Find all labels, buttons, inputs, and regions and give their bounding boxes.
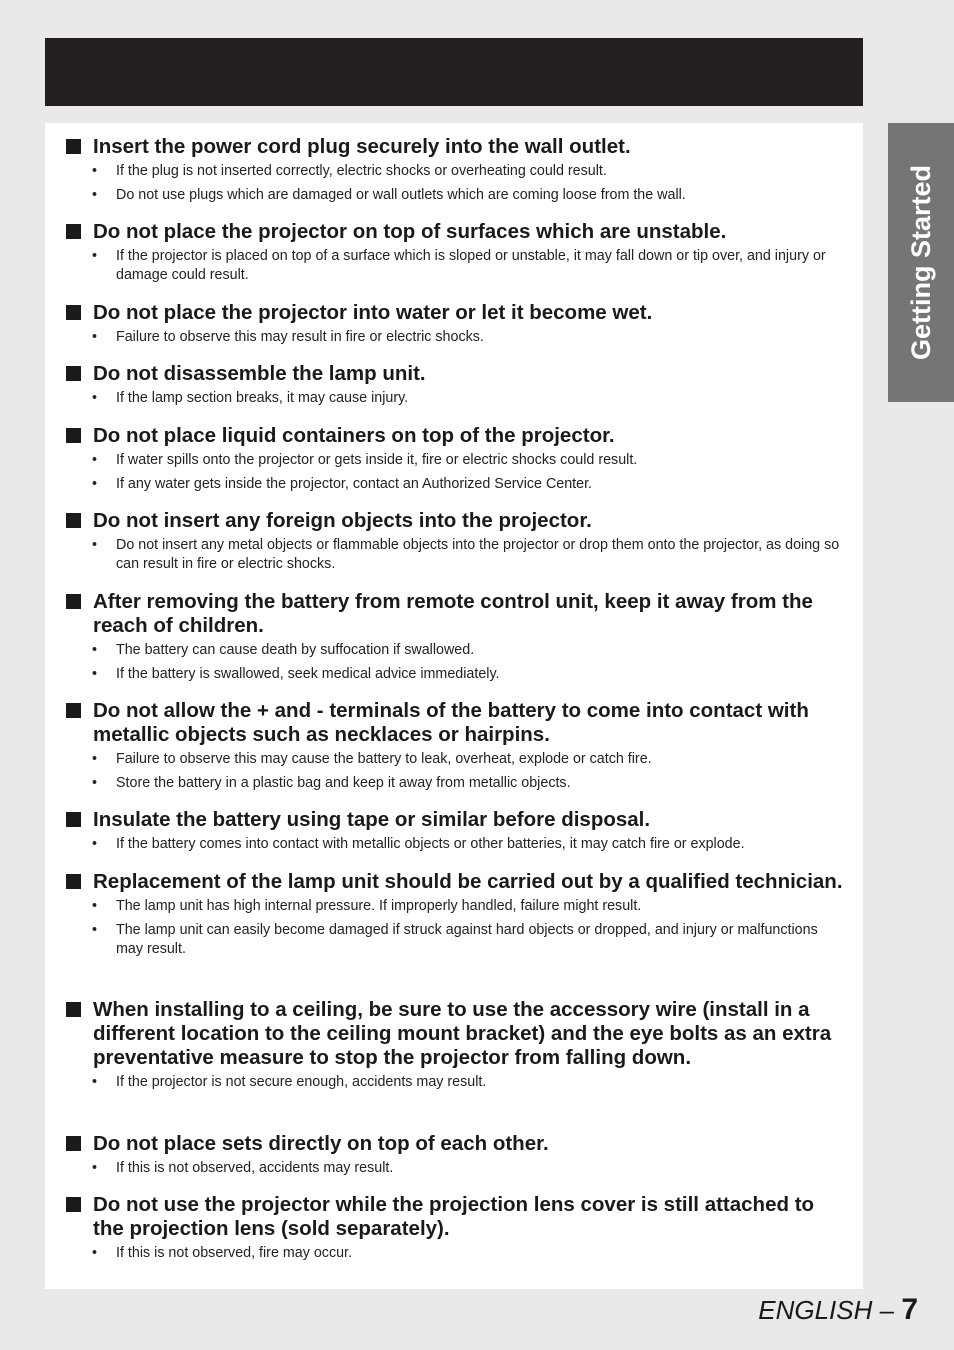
safety-heading: Do not place the projector into water or let it become wet.	[64, 301, 844, 325]
square-bullet-icon	[66, 812, 81, 827]
safety-heading: Do not place sets directly on top of each other.	[64, 1132, 844, 1156]
footer-separator: –	[872, 1295, 902, 1325]
bullet-item: • If the plug is not inserted correctly, electric shocks or overheating could result.	[92, 163, 607, 179]
safety-heading: Do not allow the + and - terminals of the battery to come into contact with metallic objects such as necklaces or hairpins.	[64, 699, 844, 747]
safety-heading: Do not place the projector on top of surfaces which are unstable.	[64, 220, 844, 244]
square-bullet-icon	[66, 428, 81, 443]
safety-heading: When installing to a ceiling, be sure to use the accessory wire (install in a different location to the ceiling mount bracket) and the eye bolts as an extra preventative measure to stop the projector from falling down.	[64, 998, 844, 1070]
bullet-item: • Do not insert any metal objects or flammable objects into the projector or drop them onto the projector, as doing so can result in fire or electric shocks.	[92, 537, 840, 572]
square-bullet-icon	[66, 513, 81, 528]
safety-item	[64, 808, 844, 859]
safety-heading: Do not place liquid containers on top of the projector.	[64, 424, 844, 448]
safety-item	[64, 1193, 844, 1268]
square-bullet-icon	[66, 139, 81, 154]
safety-heading: After removing the battery from remote control unit, keep it away from the reach of children.	[64, 590, 844, 638]
safety-item	[64, 699, 844, 797]
safety-item	[64, 220, 844, 290]
safety-heading: Do not insert any foreign objects into the projector.	[64, 509, 844, 533]
bullet-item: • If this is not observed, accidents may result.	[92, 1160, 394, 1176]
header-bar	[45, 38, 863, 106]
square-bullet-icon	[66, 594, 81, 609]
bullet-item: • If the lamp section breaks, it may cause injury.	[92, 390, 409, 406]
safety-item	[64, 509, 844, 579]
square-bullet-icon	[66, 874, 81, 889]
safety-item	[64, 870, 844, 963]
bullet-item: • If the projector is placed on top of a surface which is sloped or unstable, it may fall down or tip over, and injury or damage could result.	[92, 248, 826, 283]
bullet-item: • If water spills onto the projector or gets inside it, fire or electric shocks could result.	[92, 452, 638, 468]
safety-item	[64, 135, 844, 209]
square-bullet-icon	[66, 305, 81, 320]
page-number: 7	[901, 1293, 918, 1326]
safety-item	[64, 1132, 844, 1183]
safety-item	[64, 362, 844, 413]
square-bullet-icon	[66, 1136, 81, 1151]
safety-heading: Replacement of the lamp unit should be carried out by a qualified technician.	[64, 870, 844, 894]
square-bullet-icon	[66, 1197, 81, 1212]
side-tab-label: Getting Started	[905, 164, 936, 361]
bullet-item: • Do not use plugs which are damaged or wall outlets which are coming loose from the wall.	[92, 186, 686, 203]
bullet-item: • If the projector is not secure enough, accidents may result.	[92, 1074, 487, 1090]
bullet-item: • The lamp unit can easily become damaged if struck against hard objects or dropped, and injury or malfunctions may result.	[92, 921, 818, 957]
square-bullet-icon	[66, 366, 81, 381]
safety-heading: Insulate the battery using tape or similar before disposal.	[64, 808, 844, 832]
square-bullet-icon	[66, 224, 81, 239]
bullet-item: • If the battery comes into contact with metallic objects or other batteries, it may catch fire or explode.	[92, 836, 745, 852]
bullet-item: • Store the battery in a plastic bag and keep it away from metallic objects.	[92, 774, 571, 791]
safety-item	[64, 590, 844, 688]
bullet-item: • The battery can cause death by suffocation if swallowed.	[92, 642, 475, 658]
square-bullet-icon	[66, 703, 81, 718]
safety-heading: Insert the power cord plug securely into the wall outlet.	[64, 135, 844, 159]
square-bullet-icon	[66, 1002, 81, 1017]
footer-language: ENGLISH	[758, 1295, 873, 1325]
bullet-item: • If any water gets inside the projector, contact an Authorized Service Center.	[92, 475, 593, 492]
bullet-item: • The lamp unit has high internal pressure. If improperly handled, failure might result.	[92, 898, 642, 914]
safety-heading: Do not disassemble the lamp unit.	[64, 362, 844, 386]
bullet-item: • Failure to observe this may cause the battery to leak, overheat, explode or catch fire.	[92, 751, 652, 767]
side-tab	[888, 123, 954, 402]
bullet-item: • Failure to observe this may result in fire or electric shocks.	[92, 329, 484, 345]
safety-heading: Do not use the projector while the projection lens cover is still attached to the projection lens (sold separately).	[64, 1193, 844, 1241]
safety-item	[64, 998, 844, 1097]
safety-item	[64, 424, 844, 498]
bullet-item: • If the battery is swallowed, seek medical advice immediately.	[92, 665, 500, 682]
safety-item	[64, 301, 844, 352]
page-footer	[758, 1293, 918, 1327]
bullet-item: • If this is not observed, fire may occur.	[92, 1245, 352, 1261]
